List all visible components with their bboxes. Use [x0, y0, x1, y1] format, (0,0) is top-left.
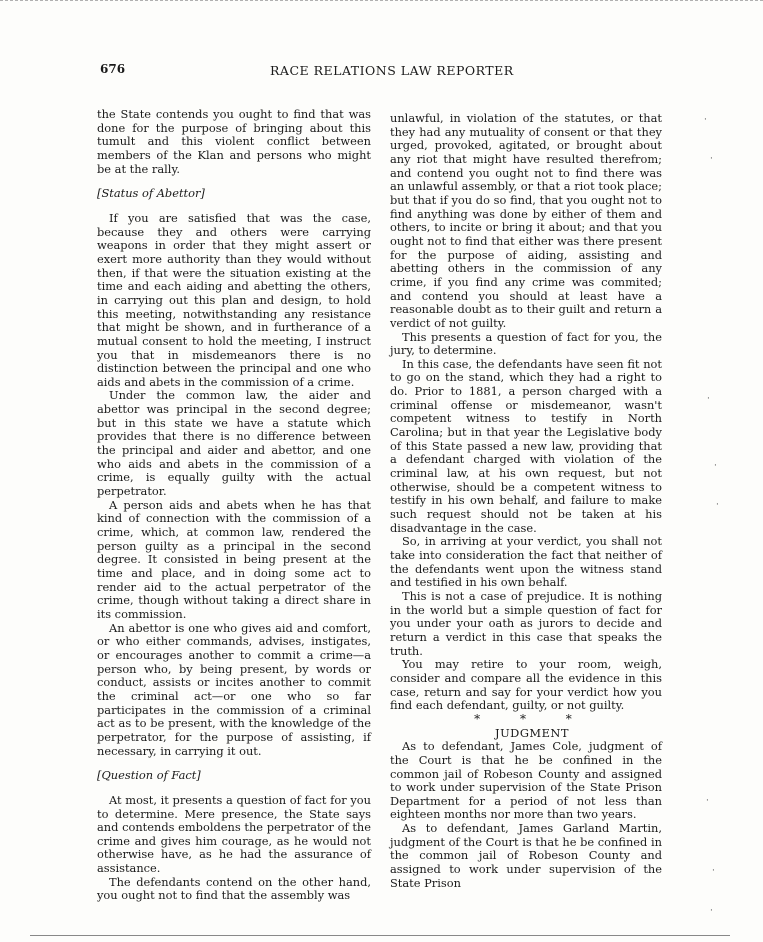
right-paragraph-1: unlawful, in violation of the statutes, or that they had any mutuality of consent or that they urged, provoked, agitated, or brought about any riot that might have resulted therefrom; and contend you ought not to find there was an unlawful assembly, or that a riot took place; but that if you do so find, that you ought not to find anything was done by either of them and others, to incite or bring it about; and that you ought not to find that either was there present for the purpose of aiding, assisting and abetting others in the commission of any crime, if you find any crime was commited; and contend you should at least have a reasonable doubt as to their guilt and return a verdict of not guilty.	[390, 111, 662, 330]
right-paragraph-3: In this case, the defendants have seen fit not to go on the stand, which they had a right to do. Prior to 1881, a person charged with a criminal offense or misdemeanor, wasn't competent witness to testify in North Carolina; but in that year the Legislative body of this State passed a new law, providing that a defendant charged with violation of the criminal law, at his own request, but not otherwise, should be a competent witness to testify in his own behalf, and failure to make such request should not be taken at his disadvantage in the case.	[390, 356, 662, 535]
left-paragraph-6: At most, it presents a question of fact for you to determine. Mere presence, the State says and contends emboldens the perpetrator of the crime and gives him courage, as he would not otherwise have, as he had the assurance of assistance.	[97, 792, 371, 876]
judgment-heading: JUDGMENT	[495, 725, 569, 740]
section-heading-status-of-abettor: [Status of Abettor]	[97, 186, 205, 201]
section-separator: * * *	[474, 711, 590, 726]
right-paragraph-5: This is not a case of prejudice. It is nothing in the world but a simple question of fact for you under your oath as jurors to decide and return a verdict in this case that speaks the truth.	[390, 588, 662, 658]
left-column	[97, 108, 371, 903]
right-paragraph-6: You may retire to your room, weigh, consider and compare all the evidence in this case, return and say for your verdict how you find each defendant, guilty, or not guilty.	[390, 657, 662, 713]
left-paragraph-4: A person aids and abets when he has that kind of connection with the commission of a crime, which, at common law, rendered the person guilty as a principal in the second degree. It consisted in being present at the time and place, and in doing some act to render aid to the actual perpetrator of the crime, though without taking a direct share in its commission.	[97, 497, 371, 621]
bottom-rule	[30, 935, 730, 936]
page-number: 676	[100, 62, 126, 76]
right-paragraph-4: So, in arriving at your verdict, you shall not take into consideration the fact that neither of the defendants went upon the witness stand and testified in his own behalf.	[390, 534, 662, 590]
running-head: RACE RELATIONS LAW REPORTER	[270, 63, 514, 78]
left-paragraph-7: The defendants contend on the other hand, you ought not to find that the assembly was	[97, 874, 371, 903]
right-paragraph-7: As to defendant, James Cole, judgment of the Court is that he be confined in the common jail of Robeson County and assigned to work under supervision of the State Prison Department for a period of not less than eighteen months nor more than two years.	[390, 739, 662, 822]
top-dashed-rule	[0, 0, 763, 1]
right-paragraph-8: As to defendant, James Garland Martin, judgment of the Court is that he be confined in the common jail of Robeson County and assigned to work under supervision of the State Prison	[390, 821, 662, 890]
right-paragraph-2: This presents a question of fact for you, the jury, to determine.	[390, 329, 662, 358]
left-paragraph-1: the State contends you ought to find that was done for the purpose of bringing about this tumult and this violent conflict between members of the Klan and persons who might be at the rally.	[97, 107, 371, 176]
left-paragraph-2: If you are satisfied that was the case, because they and others were carrying weapons in order that they might assert or exert more authority than they would without then, if that were the situation existing at the time and each aiding and abetting the others, in carrying out this plan and design, to hold this meeting, notwithstanding any resistance that might be shown, and in furtherance of a mutual consent to hold the meeting, I instruct you that in misdemeanors there is no distinction between the principal and one who aids and abets in the commission of a crime.	[97, 210, 371, 389]
left-paragraph-5: An abettor is one who gives aid and comfort, or who either commands, advises, instigates, or encourages another to commit a crime—a person who, by being present, by words or conduct, assists or incites another to commit the criminal act—or one who so far participates in the commission of a criminal act as to be present, with the knowledge of the perpetrator, for the purpose of assisting, if necessary, in carrying it out.	[97, 620, 371, 758]
left-paragraph-3: Under the common law, the aider and abettor was principal in the second degree; but in this state we have a statute which provides that there is no difference between the principal and aider and abettor, and one who aids and abets in the commission of a crime, is equally guilty with the actual perpetrator.	[97, 388, 371, 499]
section-heading-question-of-fact: [Question of Fact]	[97, 768, 201, 783]
right-column	[390, 112, 662, 890]
